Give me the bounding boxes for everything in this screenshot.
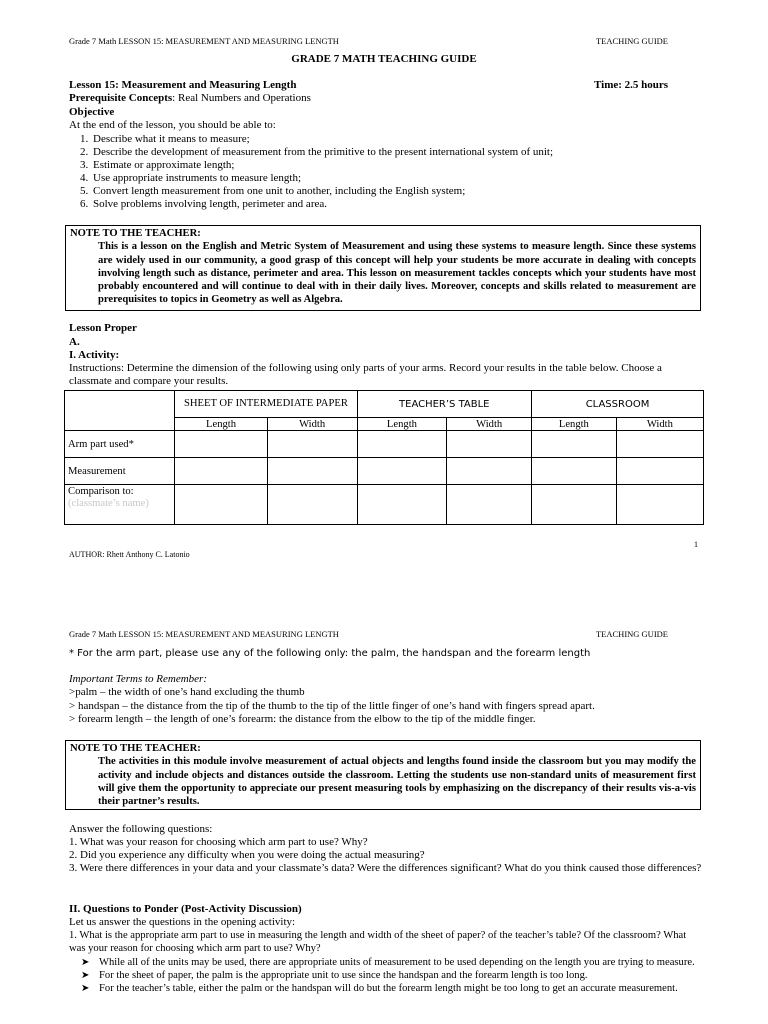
question-item: 1. What was your reason for choosing which arm part to use? Why? — [69, 836, 368, 848]
table-cell[interactable] — [357, 431, 447, 458]
ponder-intro: Let us answer the questions in the opening activity: — [69, 916, 296, 928]
lesson-proper-heading: Lesson Proper — [69, 322, 137, 334]
table-subheader: Width — [447, 418, 532, 431]
objective-item: 3. Estimate or approximate length; — [91, 159, 741, 172]
table-cell[interactable] — [267, 431, 357, 458]
term-forearm: > forearm length – the length of one’s forearm: the distance from the elbow to the tip of the middle finger. — [69, 713, 536, 725]
teacher-note-title: NOTE TO THE TEACHER: — [70, 743, 201, 754]
term-palm: >palm – the width of one’s hand excluding the thumb — [69, 686, 305, 698]
header-left: Grade 7 Math LESSON 15: MEASUREMENT AND MEASURING LENGTH — [69, 36, 339, 46]
teacher-note-box-2 — [65, 740, 701, 810]
table-subheader: Length — [532, 418, 617, 431]
running-header — [69, 36, 668, 46]
term-handspan: > handspan – the distance from the tip of the thumb to the tip of the little finger of one’s hand with fingers spread apart. — [69, 700, 595, 712]
lesson-time: Time: 2.5 hours — [594, 79, 669, 91]
objective-item: 4. Use appropriate instruments to measure length; — [91, 172, 741, 185]
table-group-header-row — [65, 391, 704, 418]
table-cell[interactable] — [175, 431, 267, 458]
table-cell[interactable] — [532, 458, 617, 485]
teacher-note-title: NOTE TO THE TEACHER: — [70, 228, 201, 239]
arm-part-note: * For the arm part, please use any of the following only: the palm, the handspan and the forearm length — [69, 648, 591, 659]
ponder-question-1: 1. What is the appropriate arm part to use in measuring the length and width of the sheet of paper? of the teacher’s table? Of the classroom? What was your reason for choosing which arm part to use? Why? — [69, 930, 687, 955]
table-cell[interactable] — [616, 431, 703, 458]
question-item: 2. Did you experience any difficulty when you were doing the actual measuring? — [69, 849, 425, 861]
section-a-heading: A. — [69, 336, 80, 348]
answer-item: ➤ While all of the units may be used, there are appropriate units of measurement to be used depending on the length you are trying to measure. — [81, 957, 695, 968]
arrow-bullet-icon: ➤ — [81, 983, 90, 995]
table-group-header: CLASSROOM — [532, 391, 704, 418]
table-subheader: Length — [175, 418, 267, 431]
page-2 — [0, 620, 768, 1024]
activity-heading: I. Activity: — [69, 349, 120, 361]
table-row — [65, 431, 704, 458]
table-cell[interactable] — [447, 485, 532, 525]
prerequisite-value: : Real Numbers and Operations — [172, 92, 311, 104]
answer-intro: Answer the following questions: — [69, 823, 213, 835]
table-cell[interactable] — [267, 485, 357, 525]
table-row-label: Arm part used* — [65, 431, 175, 458]
header-right: TEACHING GUIDE — [595, 36, 668, 46]
table-cell[interactable] — [267, 458, 357, 485]
table-row-label: Measurement — [65, 458, 175, 485]
page-number: 1 — [694, 540, 698, 549]
teacher-note-box — [65, 225, 701, 311]
table-corner-cell — [65, 391, 175, 431]
author-line: AUTHOR: Rhett Anthony C. Latonio — [69, 550, 190, 559]
objectives-list — [62, 133, 741, 211]
table-row — [65, 458, 704, 485]
answer-item: ➤ For the teacher’s table, either the palm or the handspan will do but the forearm length might be too long to get an accurate measurement. — [81, 983, 678, 995]
answer-item: ➤ For the sheet of paper, the palm is the appropriate unit to use since the handspan and the forearm length is too long. — [81, 970, 588, 982]
answer-list — [69, 956, 705, 996]
comparison-hint: (classmate’s name) — [68, 498, 149, 509]
table-group-header: SHEET OF INTERMEDIATE PAPER — [175, 391, 357, 418]
table-cell[interactable] — [175, 458, 267, 485]
table-subheader: Width — [267, 418, 357, 431]
terms-heading: Important Terms to Remember: — [69, 673, 207, 685]
table-subheader: Width — [616, 418, 703, 431]
table-cell[interactable] — [175, 485, 267, 525]
header-left: Grade 7 Math LESSON 15: MEASUREMENT AND MEASURING LENGTH — [69, 629, 339, 639]
lesson-title: Lesson 15: Measurement and Measuring Length — [69, 79, 297, 91]
table-cell[interactable] — [447, 431, 532, 458]
table-cell[interactable] — [357, 458, 447, 485]
table-cell[interactable] — [447, 458, 532, 485]
prerequisite-label: Prerequisite Concepts — [69, 92, 173, 104]
page-title: GRADE 7 MATH TEACHING GUIDE — [291, 53, 477, 65]
objective-heading: Objective — [69, 106, 115, 118]
table-cell[interactable] — [616, 458, 703, 485]
table-subheader: Length — [357, 418, 447, 431]
table-group-header: TEACHER’S TABLE — [357, 391, 531, 418]
header-right: TEACHING GUIDE — [595, 629, 668, 639]
question-item: 3. Were there differences in your data and your classmate’s data? Were the differences significant? What do you think caused those differences? — [69, 862, 702, 874]
arrow-bullet-icon: ➤ — [81, 970, 90, 982]
table-cell[interactable] — [532, 485, 617, 525]
ponder-heading: II. Questions to Ponder (Post-Activity Discussion) — [69, 903, 302, 915]
objective-intro: At the end of the lesson, you should be able to: — [69, 119, 276, 131]
comparison-label: Comparison to: — [68, 486, 134, 497]
table-cell[interactable] — [616, 485, 703, 525]
table-row — [65, 485, 704, 525]
table-cell[interactable] — [532, 431, 617, 458]
teacher-note-body: This is a lesson on the English and Metric System of Measurement and using these systems to measure length. Since these systems are widely used in our community, a good grasp of this concept will help your students be more accurate in dealing with concepts involving length such as distance, perimeter and area. This lesson on measurement tackles concepts which your students have most probably encountered and will continue to deal with in their daily lives. Moreover, concepts and skills related to measurement are prerequisites to topics in Geometry as well as Algebra. — [98, 241, 696, 306]
arrow-bullet-icon: ➤ — [81, 957, 90, 968]
table-cell[interactable] — [357, 485, 447, 525]
teacher-note-body: The activities in this module involve measurement of actual objects and lengths found inside the classroom but you may modify the activity and include objects and distances outside the classroom. Letting the students use non-standard units of measurement first will give them the opportunity to appreciate our present measuring tools by emphasizing on the discrepancy of their results vis-a-vis their partner’s results. — [98, 756, 696, 808]
table-row-label — [65, 485, 175, 525]
running-header — [69, 629, 668, 639]
activity-instructions: Instructions: Determine the dimension of the following using only parts of your arms. Record your results in the table below. Choose a classmate and compare your results. — [69, 362, 662, 387]
objective-item: 2. Describe the development of measurement from the primitive to the present international system of unit; — [91, 146, 741, 159]
objective-item: 5. Convert length measurement from one unit to another, including the English system; — [91, 185, 741, 198]
activity-table — [64, 390, 704, 525]
objective-item: 6. Solve problems involving length, perimeter and area. — [91, 198, 741, 211]
objective-item: 1. Describe what it means to measure; — [91, 133, 741, 146]
prerequisite-line — [69, 92, 311, 105]
